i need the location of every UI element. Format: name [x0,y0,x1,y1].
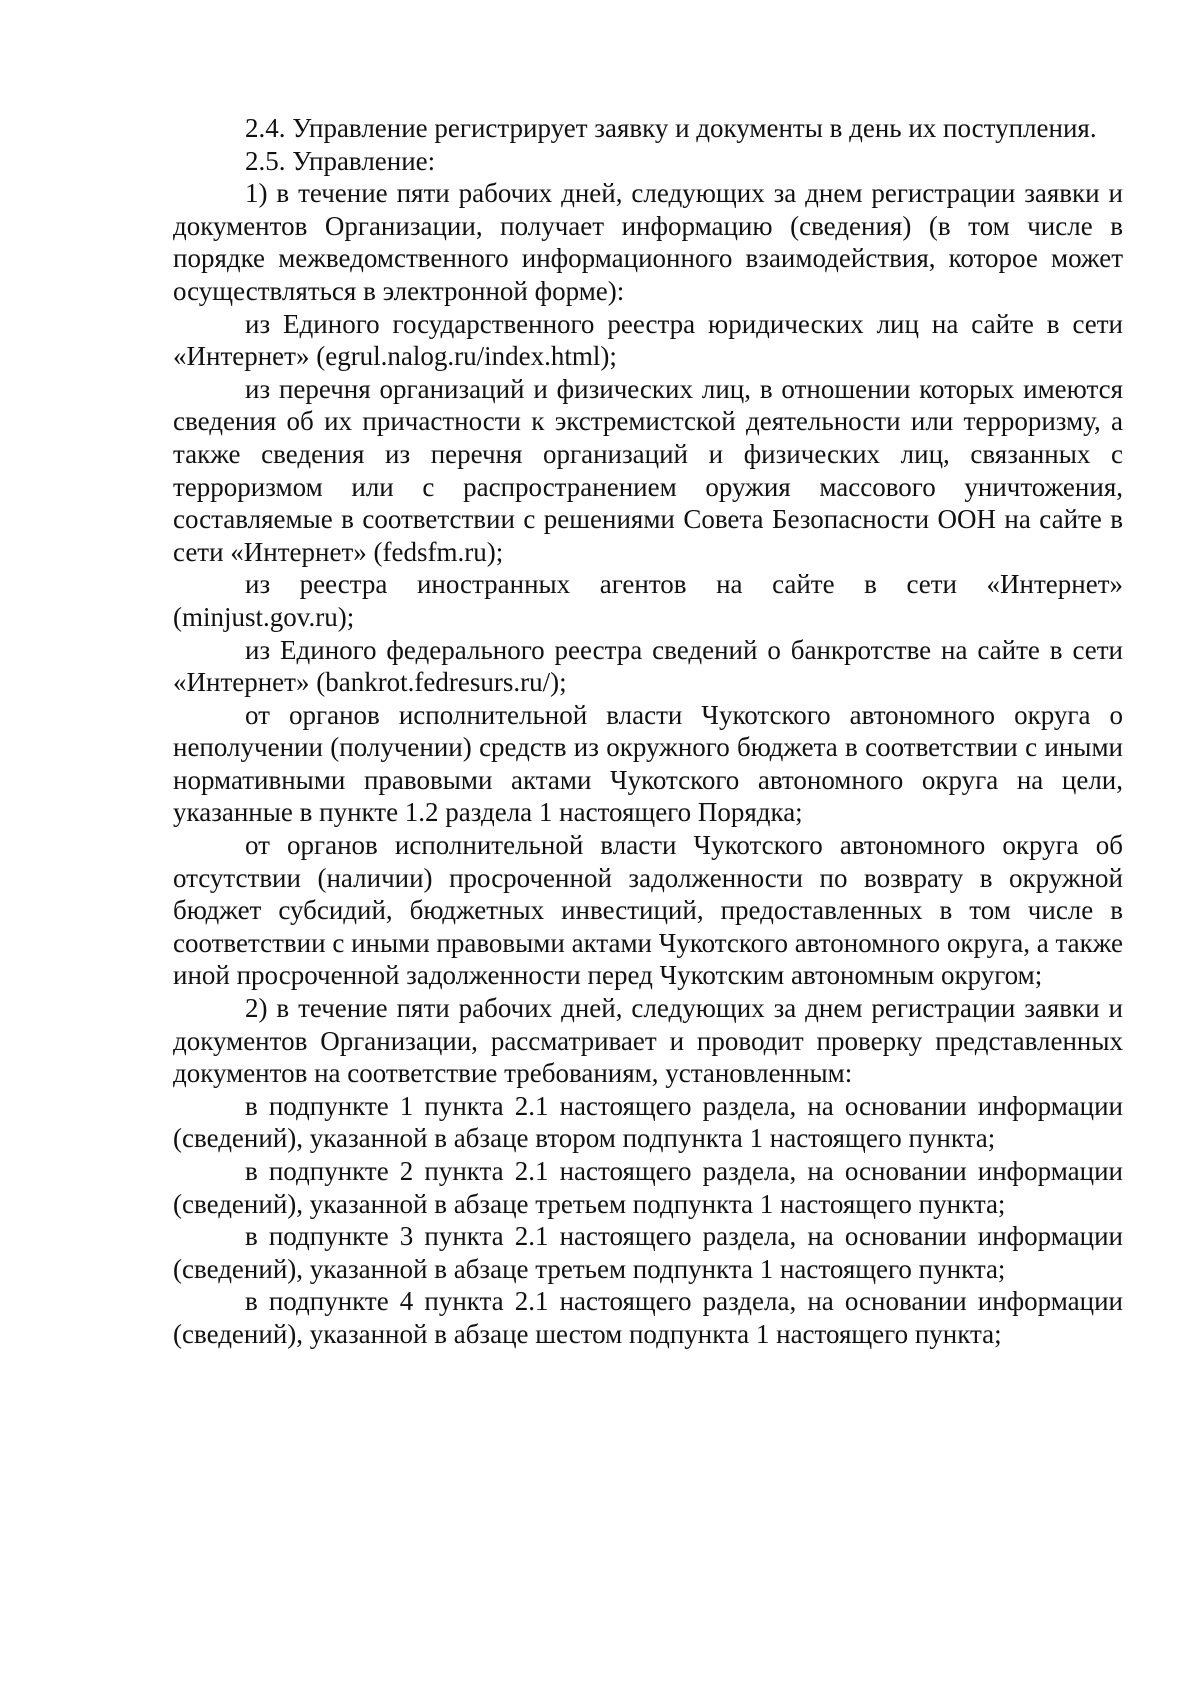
paragraph-fedsfm: из перечня организаций и физических лиц, в отношении которых имеются сведения об их причастности к экстремистской деятельности или терроризму, а также сведения из перечня организаций и физических лиц, связанных с терроризмом или с распространением оружия массового уничтожения, составляемые в соответствии с решениями Совета Безопасности ООН на сайте в сети «Интернет» (fedsfm.ru); [173,373,1123,567]
paragraph-check-4: в подпункте 4 пункта 2.1 настоящего раздела, на основании информации (сведений), указанной в абзаце шестом подпункта 1 настоящего пункта; [173,1286,1123,1349]
paragraph-2-4: 2.4. Управление регистрирует заявку и документы в день их поступления. [245,113,1097,143]
paragraph-bankrot: из Единого федерального реестра сведений о банкротстве на сайте в сети «Интернет» (bankrot.fedresurs.ru/); [173,634,1123,698]
paragraph-subitem-1: 1) в течение пяти рабочих дней, следующих за днем регистрации заявки и документов Организации, получает информацию (сведения) (в том числе в порядке межведомственного информационного взаимодействия, которое может осуществляться в электронной форме): [173,178,1123,306]
paragraph-budget-funds: от органов исполнительной власти Чукотского автономного округа о неполучении (получении) средств из окружного бюджета в соответствии с иными нормативными правовыми актами Чукотского автономного округа на цели, указанные в пункте 1.2 раздела 1 настоящего Порядка; [173,699,1123,828]
paragraph-subitem-2: 2) в течение пяти рабочих дней, следующих за днем регистрации заявки и документов Организации, рассматривает и проводит проверку представленных документов на соответствие требованиям, установленным: [173,993,1123,1089]
paragraph-check-3: в подпункте 3 пункта 2.1 настоящего раздела, на основании информации (сведений), указанной в абзаце третьем подпункта 1 настоящего пункта; [173,1221,1123,1284]
document-page [173,112,1123,1351]
paragraph-check-2: в подпункте 2 пункта 2.1 настоящего раздела, на основании информации (сведений), указанной в абзаце третьем подпункта 1 настоящего пункта; [173,1156,1123,1219]
paragraph-minjust: из реестра иностранных агентов на сайте в сети «Интернет» (minjust.gov.ru); [173,569,1123,632]
paragraph-debt: от органов исполнительной власти Чукотского автономного округа об отсутствии (наличии) просроченной задолженности по возврату в окружной бюджет субсидий, бюджетных инвестиций, предоставленных в том числе в соответствии с иными правовыми актами Чукотского автономного округа, а также иной просроченной задолженности перед Чукотским автономным округом; [173,830,1123,991]
paragraph-egrul: из Единого государственного реестра юридических лиц на сайте в сети «Интернет» (egrul.nalog.ru/index.html); [173,308,1123,372]
paragraph-check-1: в подпункте 1 пункта 2.1 настоящего раздела, на основании информации (сведений), указанной в абзаце втором подпункта 1 настоящего пункта; [173,1090,1123,1154]
paragraph-2-5: 2.5. Управление: [245,145,436,176]
